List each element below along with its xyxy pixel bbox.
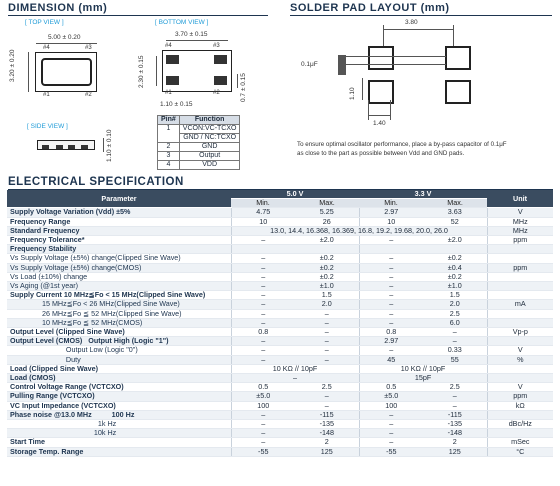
parameter-cell: 1k Hz [7,420,231,429]
value-cell: 0.33 [423,346,487,355]
value-cell: – [231,291,295,300]
dimension-line [453,25,454,47]
value-cell: – [231,374,359,383]
unit-cell [487,291,553,300]
table-row [7,291,553,300]
value-cell: – [231,337,295,346]
parameter-cell: Supply Current 10 MHz≦Fo < 15 MHz(Clipped Sine Wave) [7,291,231,300]
value-cell: 2.97 [359,208,423,217]
table-row [7,355,553,364]
value-cell: – [295,328,359,337]
unit-cell: % [487,355,553,364]
value-cell: ±0.4 [423,263,487,272]
value-cell: 10 [359,217,423,226]
unit-cell: mA [487,300,553,309]
value-cell: ±0.2 [423,272,487,281]
value-cell: -148 [295,429,359,438]
solder-height-label: 1.10 [349,87,356,100]
value-cell: – [359,346,423,355]
parameter-cell: Vs Supply Voltage (±5%) change(CMOS) [7,263,231,272]
solder-pad [445,46,471,70]
value-cell: – [359,438,423,447]
value-cell: – [359,410,423,419]
dimension-line [368,115,390,116]
unit-cell [487,254,553,263]
value-cell: – [231,254,295,263]
table-row [7,410,553,419]
table-row [7,300,553,309]
pin3-label: #3 [85,45,92,51]
electrical-title: ELECTRICAL SPECIFICATION [8,176,184,188]
unit-cell: kΩ [487,401,553,410]
value-cell: 0.5 [359,383,423,392]
table-row [7,429,553,438]
unit-cell [487,282,553,291]
dimension-line [36,43,97,44]
value-cell: ±1.0 [295,282,359,291]
unit-cell [487,337,553,346]
value-cell: -55 [359,447,423,456]
trace-line [346,56,446,57]
function-cell: GND / NC:TCXO [179,134,240,143]
unit-cell: MHz [487,226,553,235]
side-view-caption: [ SIDE VIEW ] [27,123,68,130]
solder-pad [368,46,394,70]
value-cell [423,245,487,254]
parameter-cell: Vs Load (±10%) change [7,272,231,281]
value-cell: 125 [423,447,487,456]
function-header: Function [179,116,240,125]
value-cell: ±5.0 [231,392,295,401]
parameter-cell: 15 MHz≦Fo < 26 MHz(Clipped Sine Wave) [7,300,231,309]
value-cell: – [231,410,295,419]
value-cell: 10 KΩ // 10pF [231,364,359,373]
parameter-cell: 10 MHz≦Fo ≦ 52 MHz(CMOS) [7,318,231,327]
value-cell: – [231,429,295,438]
top-view-caption: [ TOP VIEW ] [25,19,64,26]
unit-cell: ppm [487,392,553,401]
value-cell: – [423,328,487,337]
value-cell: 125 [295,447,359,456]
value-cell: 1.5 [295,291,359,300]
value-cell: 2.0 [423,300,487,309]
unit-header: Unit [487,190,553,208]
bypass-note-1: To ensure optimal oscillator performance, place a by-pass capacitor of 0.1μF [297,141,507,148]
value-cell: 4.75 [231,208,295,217]
unit-cell [487,374,553,383]
bottom-view-caption: [ BOTTOM VIEW ] [155,19,209,26]
max-header: Max. [423,199,487,208]
value-cell: ±0.2 [295,272,359,281]
value-cell: 2 [423,438,487,447]
value-cell: – [231,438,295,447]
value-cell: – [295,392,359,401]
table-row [7,245,553,254]
table-row [7,447,553,456]
table-row [7,208,553,217]
value-cell: 10 [231,217,295,226]
value-cell: – [359,254,423,263]
dimension-line [368,100,369,120]
parameter-cell: Frequency Stability [7,245,231,254]
table-row [7,272,553,281]
value-cell: ±5.0 [359,392,423,401]
dimension-line [383,25,384,47]
parameter-cell: Vs Aging (@1st year) [7,282,231,291]
value-cell: 55 [423,355,487,364]
solder-pad [445,80,471,104]
pin-cell: 2 [158,143,180,152]
solder-width-label: 3.80 [405,19,418,26]
value-cell: – [231,355,295,364]
unit-cell: V [487,383,553,392]
value-cell: 13.0, 14.4, 16.368, 16.369, 16.8, 19.2, 19.68, 20.0, 26.0 [231,226,487,235]
value-cell: 2.5 [295,383,359,392]
table-row [7,438,553,447]
value-cell: – [359,291,423,300]
value-cell: – [359,429,423,438]
value-cell: – [231,318,295,327]
value-cell: – [359,300,423,309]
parameter-cell: Output Level (CMOS) Output High (Logic "1") [7,337,231,346]
parameter-cell: Storage Temp. Range [7,447,231,456]
function-cell: Output [179,152,240,161]
parameter-cell: Phase noise @13.0 MHz 100 Hz [7,410,231,419]
pin-function-table [157,115,240,170]
parameter-cell: Frequency Range [7,217,231,226]
solder-pad [42,145,49,149]
value-cell: – [423,401,487,410]
value-cell: ±2.0 [423,236,487,245]
value-cell: 100 [231,401,295,410]
pin3-label: #3 [213,43,220,49]
table-row [7,401,553,410]
value-cell: – [231,420,295,429]
unit-cell: MHz [487,217,553,226]
solder-pad [68,145,75,149]
value-cell: – [295,346,359,355]
parameter-header: Parameter [7,190,231,208]
unit-cell: ppm [487,236,553,245]
unit-cell [487,272,553,281]
voltage-3v3-header: 3.3 V [359,190,487,199]
parameter-cell: Start Time [7,438,231,447]
pin1-label: #1 [165,90,172,96]
parameter-cell: Control Voltage Range (VCTCXO) [7,383,231,392]
table-row [7,337,553,346]
divider [8,15,268,16]
parameter-cell: 26 MHz≦Fo ≦ 52 MHz(Clipped Sine Wave) [7,309,231,318]
parameter-cell: Load (Clipped Sine Wave) [7,364,231,373]
value-cell: -115 [423,410,487,419]
trace-line [346,64,446,65]
pad-width-label: 1.10 ± 0.15 [160,101,193,108]
parameter-cell: Output Level (Clipped Sine Wave) [7,328,231,337]
function-cell: GND [179,143,240,152]
pin-cell: 4 [158,161,180,170]
value-cell: 2.0 [295,300,359,309]
parameter-cell: Output Low (Logic "0") [7,346,231,355]
value-cell: – [359,420,423,429]
side-height-label: 1.10 ± 0.10 [106,129,113,162]
parameter-cell: Frequency Tolerance* [7,236,231,245]
divider [290,15,552,16]
top-height-label: 3.20 ± 0.20 [9,49,16,82]
table-row [7,392,553,401]
unit-cell [487,410,553,419]
value-cell: 6.0 [423,318,487,327]
table-row [7,318,553,327]
table-row [7,282,553,291]
parameter-cell: 10k Hz [7,429,231,438]
value-cell: – [231,272,295,281]
value-cell: – [295,355,359,364]
dimension-title: DIMENSION (mm) [8,2,108,14]
parameter-cell: Vs Supply Voltage (±5%) change(Clipped Sine Wave) [7,254,231,263]
value-cell: 100 [359,401,423,410]
value-cell: – [423,337,487,346]
value-cell: 15pF [359,374,487,383]
dimension-line [383,29,453,30]
unit-cell [487,364,553,373]
value-cell: 26 [295,217,359,226]
solder-pad [56,145,63,149]
value-cell: 52 [423,217,487,226]
value-cell: -115 [295,410,359,419]
value-cell: – [231,236,295,245]
value-cell: – [359,272,423,281]
unit-cell [487,318,553,327]
dimension-line [237,74,238,88]
value-cell: – [295,309,359,318]
solder-title: SOLDER PAD LAYOUT (mm) [290,2,450,14]
value-cell [231,245,295,254]
dimension-line [28,52,29,92]
pin-cell [158,134,180,143]
dimension-line [362,78,363,100]
min-header: Min. [231,199,295,208]
value-cell: – [295,401,359,410]
value-cell: ±1.0 [423,282,487,291]
pin-cell: 3 [158,152,180,161]
value-cell: 2.97 [359,337,423,346]
table-row [7,263,553,272]
value-cell: -135 [423,420,487,429]
function-cell: VDD [179,161,240,170]
value-cell: 1.5 [423,291,487,300]
bypass-note-2: as close to the part as possible between Vdd and GND pads. [297,150,465,157]
solder-pad [81,145,88,149]
value-cell: – [359,309,423,318]
value-cell: 0.8 [231,328,295,337]
table-row [7,226,553,235]
table-row [7,328,553,337]
bottom-width-label: 3.70 ± 0.15 [175,31,208,38]
unit-cell: mSec [487,438,553,447]
table-row [7,346,553,355]
value-cell: -55 [231,447,295,456]
unit-cell: Vp-p [487,328,553,337]
value-cell: ±0.2 [423,254,487,263]
table-row [7,217,553,226]
top-width-label: 5.00 ± 0.20 [48,34,81,41]
table-row [7,309,553,318]
table-row [7,254,553,263]
value-cell: – [231,300,295,309]
dimension-line [390,100,391,120]
value-cell: – [359,318,423,327]
dimension-line [103,138,104,152]
unit-cell: ppm [487,263,553,272]
value-cell: 3.63 [423,208,487,217]
solder-pad [214,76,227,85]
parameter-cell: Load (CMOS) [7,374,231,383]
value-cell: ±2.0 [295,236,359,245]
value-cell: 0.5 [231,383,295,392]
dimension-line [156,56,157,86]
value-cell: -135 [295,420,359,429]
unit-cell [487,429,553,438]
pin4-label: #4 [43,45,50,51]
pin4-label: #4 [165,43,172,49]
value-cell: 5.25 [295,208,359,217]
solder-pad [166,55,179,64]
value-cell: 2.5 [423,309,487,318]
table-row [7,364,553,373]
dimension-line [166,40,228,41]
parameter-cell: VC Input Impedance (VCTCXO) [7,401,231,410]
value-cell: – [231,282,295,291]
value-cell: – [295,318,359,327]
value-cell: – [359,263,423,272]
voltage-5v-header: 5.0 V [231,190,359,199]
min-header: Min. [359,199,423,208]
table-row [7,374,553,383]
bypass-capacitor [338,55,346,75]
unit-cell [487,309,553,318]
table-row [7,383,553,392]
value-cell: 45 [359,355,423,364]
value-cell: 10 KΩ // 10pF [359,364,487,373]
value-cell: – [231,309,295,318]
value-cell [295,245,359,254]
max-header: Max. [295,199,359,208]
unit-cell: V [487,346,553,355]
value-cell: – [359,236,423,245]
value-cell: – [423,392,487,401]
table-row [7,236,553,245]
function-cell: VCON:VC-TCXO [179,125,240,134]
top-view-chip-lid [41,58,92,86]
value-cell: -148 [423,429,487,438]
unit-cell: °C [487,447,553,456]
solder-pad-width-label: 1.40 [373,120,386,127]
pin1-label: #1 [43,92,50,98]
parameter-cell: Standard Frequency [7,226,231,235]
value-cell: – [359,282,423,291]
parameter-cell: Pulling Range (VCTCXO) [7,392,231,401]
parameter-cell: Duty [7,355,231,364]
table-row [7,420,553,429]
unit-cell: V [487,208,553,217]
value-cell: ±0.2 [295,254,359,263]
value-cell [359,245,423,254]
solder-pad [166,76,179,85]
value-cell: ±0.2 [295,263,359,272]
value-cell: 0.8 [359,328,423,337]
value-cell: 2.5 [423,383,487,392]
capacitor-label: 0.1μF [301,61,318,68]
unit-cell [487,245,553,254]
value-cell: – [231,263,295,272]
parameter-cell: Supply Voltage Variation (Vdd) ±5% [7,208,231,217]
unit-cell: dBc/Hz [487,420,553,429]
pad-height-label: 0.7 ± 0.15 [240,73,247,102]
pin2-label: #2 [213,90,220,96]
pin2-label: #2 [85,92,92,98]
electrical-spec-table [7,190,553,457]
bottom-height-label: 2.30 ± 0.15 [138,55,145,88]
value-cell: 2 [295,438,359,447]
value-cell: – [231,346,295,355]
value-cell: – [295,337,359,346]
pin-header: Pin# [158,116,180,125]
solder-pad [214,55,227,64]
pin-cell: 1 [158,125,180,134]
